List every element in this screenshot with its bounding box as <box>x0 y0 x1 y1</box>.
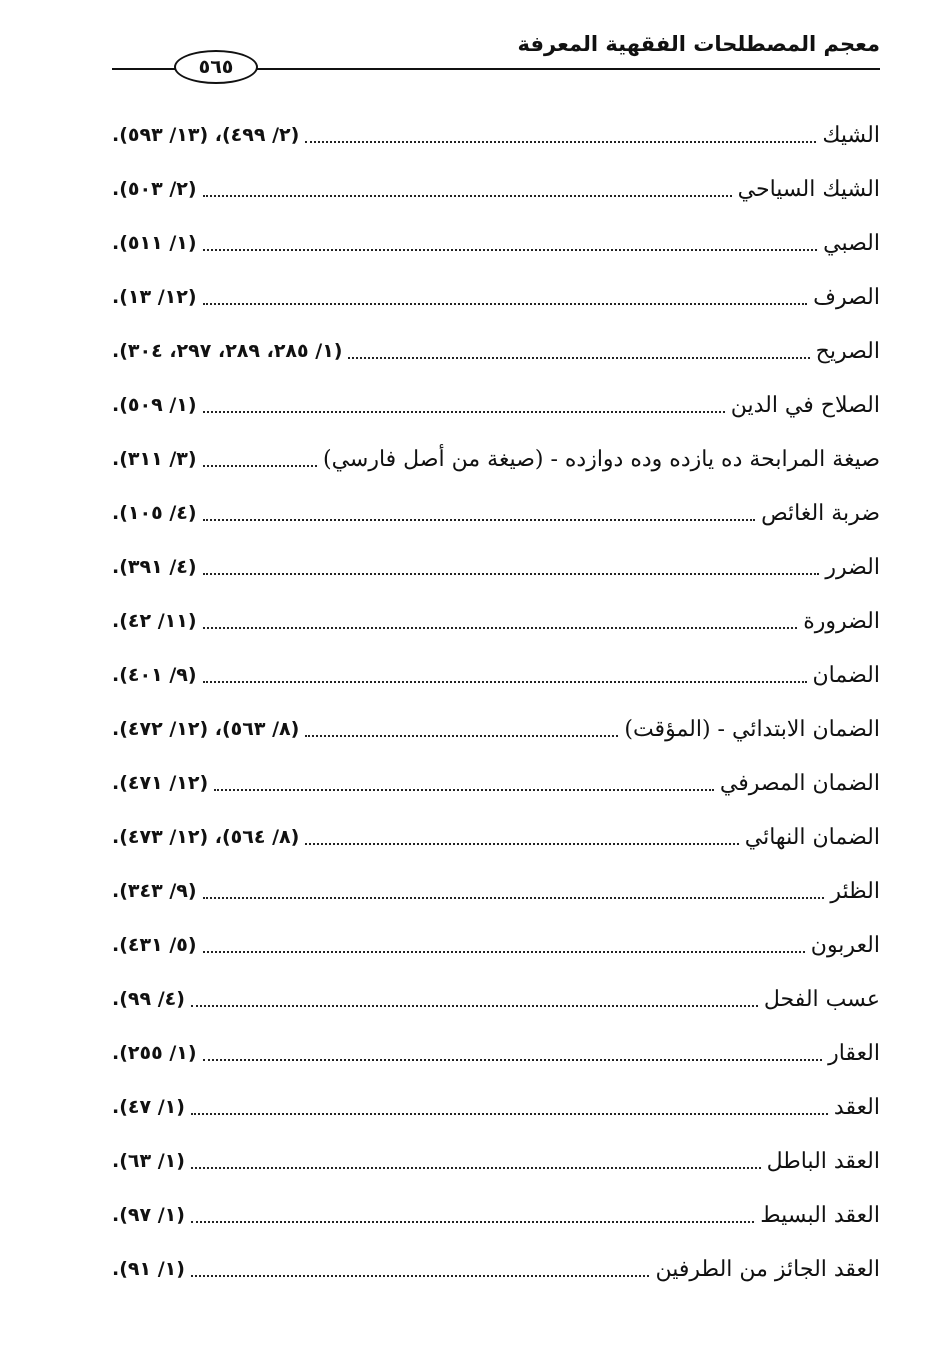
entry-reference: (٤/ ٣٩١). <box>112 556 197 578</box>
index-entry <box>112 756 880 810</box>
index-entries <box>112 108 880 1296</box>
entry-term: العقد الباطل <box>766 1148 880 1174</box>
dot-leader <box>203 951 805 953</box>
index-entry <box>112 486 880 540</box>
entry-term: الصبي <box>823 230 880 256</box>
entry-reference: (٢/ ٤٩٩)، (١٣/ ٥٩٣). <box>112 124 300 146</box>
entry-reference: (٨/ ٥٦٤)، (١٢/ ٤٧٣). <box>112 826 300 848</box>
entry-reference: (١١/ ٤٢). <box>112 610 197 632</box>
entry-term: الشيك <box>822 122 880 148</box>
dot-leader <box>191 1275 650 1277</box>
entry-reference: (١/ ٥٠٩). <box>112 394 197 416</box>
index-entry <box>112 162 880 216</box>
entry-term: الضمان المصرفي <box>719 770 880 796</box>
entry-reference: (٩/ ٣٤٣). <box>112 880 197 902</box>
dot-leader <box>203 627 798 629</box>
entry-reference: (١/ ٥١١). <box>112 232 197 254</box>
index-entry <box>112 1242 880 1296</box>
dot-leader <box>203 1059 823 1061</box>
index-entry <box>112 594 880 648</box>
dot-leader <box>203 573 820 575</box>
dot-leader <box>305 141 816 143</box>
entry-term: العقد البسيط <box>760 1202 880 1228</box>
index-entry <box>112 1188 880 1242</box>
dot-leader <box>203 519 756 521</box>
index-entry <box>112 108 880 162</box>
index-entry <box>112 216 880 270</box>
entry-term: الضرر <box>825 554 880 580</box>
entry-reference: (١٢/ ٤٧١). <box>112 772 209 794</box>
entry-reference: (١/ ٩٧). <box>112 1204 185 1226</box>
entry-term: الضرورة <box>803 608 880 634</box>
entry-term: الصلاح في الدين <box>730 392 880 418</box>
entry-term: الصرف <box>813 284 880 310</box>
entry-term: العربون <box>810 932 880 958</box>
index-entry <box>112 432 880 486</box>
dot-leader <box>203 249 818 251</box>
index-entry <box>112 378 880 432</box>
dot-leader <box>348 357 809 359</box>
entry-term: الضمان <box>812 662 880 688</box>
entry-reference: (٥/ ٤٣١). <box>112 934 197 956</box>
index-entry <box>112 1134 880 1188</box>
index-entry <box>112 918 880 972</box>
book-title: معجم المصطلحات الفقهية المعرفة <box>517 32 880 56</box>
entry-term: العقد <box>833 1094 880 1120</box>
entry-reference: (١/ ٢٨٥، ٢٨٩، ٢٩٧، ٣٠٤). <box>112 340 343 362</box>
index-entry <box>112 972 880 1026</box>
entry-reference: (٢/ ٥٠٣). <box>112 178 197 200</box>
index-entry <box>112 324 880 378</box>
entry-reference: (٩/ ٤٠١). <box>112 664 197 686</box>
dot-leader <box>214 789 714 791</box>
dot-leader <box>203 303 808 305</box>
index-entry <box>112 864 880 918</box>
dot-leader <box>305 843 738 845</box>
entry-reference: (٤/ ٩٩). <box>112 988 185 1010</box>
entry-reference: (١/ ٦٣). <box>112 1150 185 1172</box>
entry-reference: (٣/ ٣١١). <box>112 448 197 470</box>
entry-term: الضمان النهائي <box>744 824 880 850</box>
dot-leader <box>191 1167 761 1169</box>
page-header <box>112 28 880 88</box>
dot-leader <box>203 411 725 413</box>
entry-term: الصريح <box>815 338 880 364</box>
dot-leader <box>305 735 618 737</box>
index-entry <box>112 1080 880 1134</box>
dot-leader <box>203 465 317 467</box>
entry-reference: (٤/ ١٠٥). <box>112 502 197 524</box>
entry-term: ضربة الغائص <box>761 500 880 526</box>
index-entry <box>112 810 880 864</box>
dot-leader <box>203 681 807 683</box>
entry-reference: (١/ ٩١). <box>112 1258 185 1280</box>
dot-leader <box>203 897 825 899</box>
dot-leader <box>191 1221 754 1223</box>
entry-term: الشيك السياحي <box>737 176 880 202</box>
entry-reference: (٨/ ٥٦٣)، (١٢/ ٤٧٢). <box>112 718 300 740</box>
dot-leader <box>203 195 732 197</box>
entry-term: العقد الجائز من الطرفين <box>655 1256 880 1282</box>
entry-reference: (١/ ٤٧). <box>112 1096 185 1118</box>
entry-reference: (١/ ٢٥٥). <box>112 1042 197 1064</box>
index-entry <box>112 540 880 594</box>
index-entry <box>112 648 880 702</box>
entry-term: عسب الفحل <box>763 986 880 1012</box>
index-entry <box>112 702 880 756</box>
entry-term: الضمان الابتدائي - (المؤقت) <box>624 716 880 742</box>
dot-leader <box>191 1005 758 1007</box>
entry-term: الظئر <box>830 878 880 904</box>
entry-term: العقار <box>828 1040 880 1066</box>
dot-leader <box>191 1113 828 1115</box>
page-number: ٥٦٥ <box>174 50 258 84</box>
index-entry <box>112 1026 880 1080</box>
entry-reference: (١٢/ ١٣). <box>112 286 197 308</box>
entry-term: صيغة المرابحة ده يازده وده دوازده - (صيغة من أصل فارسي) <box>322 446 880 472</box>
index-entry <box>112 270 880 324</box>
